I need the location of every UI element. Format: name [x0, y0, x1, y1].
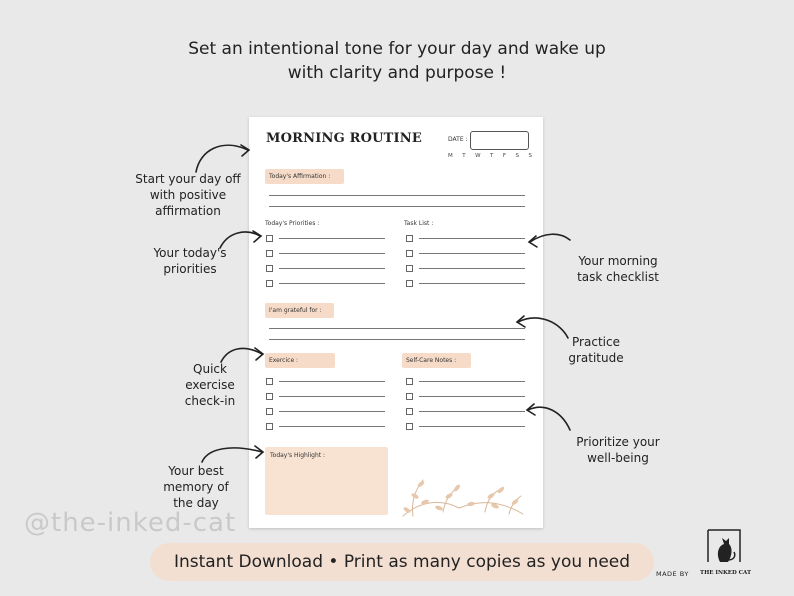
annotation-line: Your morning — [578, 254, 658, 268]
annotation-line: the day — [173, 496, 219, 510]
headline-line-2: with clarity and purpose ! — [287, 63, 507, 83]
sheet-title: MORNING ROUTINE — [266, 131, 423, 146]
annotation-line: gratitude — [568, 351, 624, 365]
annotation-wellbeing — [560, 434, 676, 466]
annotation-affirmation — [128, 171, 248, 219]
brand-name: THE INKED CAT — [700, 570, 752, 576]
annotation-gratitude — [546, 334, 646, 366]
annotation-line: Prioritize your — [576, 435, 660, 449]
date-label: DATE : — [448, 136, 468, 143]
annotation-line: with positive — [149, 188, 227, 202]
cat-logo-icon — [706, 528, 742, 564]
annotation-line: memory of — [163, 480, 229, 494]
grateful-tag: I'am grateful for : — [265, 303, 334, 318]
day-mon[interactable]: M — [448, 153, 453, 159]
made-by-label: MADE BY — [656, 570, 689, 578]
annotation-line: Quick — [193, 362, 227, 376]
annotation-line: well-being — [587, 451, 649, 465]
day-sat[interactable]: S — [515, 153, 519, 159]
annotation-line: priorities — [163, 262, 217, 276]
annotation-memory — [150, 463, 242, 511]
annotation-priorities — [136, 245, 244, 277]
day-thu[interactable]: T — [489, 153, 494, 159]
task-list-label: Task List : — [404, 220, 434, 227]
annotation-line: Your best — [168, 464, 224, 478]
day-wed[interactable]: W — [475, 153, 481, 159]
annotation-line: Practice — [572, 335, 620, 349]
annotation-line: task checklist — [577, 270, 659, 284]
priorities-label: Today's Priorities : — [265, 220, 320, 227]
day-fri[interactable]: F — [502, 153, 506, 159]
affirmation-tag: Today's Affirmation : — [265, 169, 344, 184]
day-tue[interactable]: T — [462, 153, 466, 159]
exercise-tag: Exercice : — [265, 353, 335, 368]
highlight-label: Today's Highlight : — [270, 452, 326, 459]
annotation-tasks — [556, 253, 680, 285]
annotation-line: exercise — [185, 378, 235, 392]
annotation-line: affirmation — [155, 204, 221, 218]
annotation-exercise — [168, 361, 252, 409]
download-banner: Instant Download • Print as many copies as you need — [150, 543, 654, 581]
watermark: @the-inked-cat — [24, 508, 237, 538]
annotation-line: Your today's — [153, 246, 227, 260]
day-sun[interactable]: S — [528, 153, 532, 159]
headline-line-1: Set an intentional tone for your day and wake up — [188, 39, 606, 59]
annotation-line: check-in — [184, 394, 236, 408]
self-care-tag: Self-Care Notes : — [402, 353, 471, 368]
annotation-line: Start your day off — [135, 172, 241, 186]
